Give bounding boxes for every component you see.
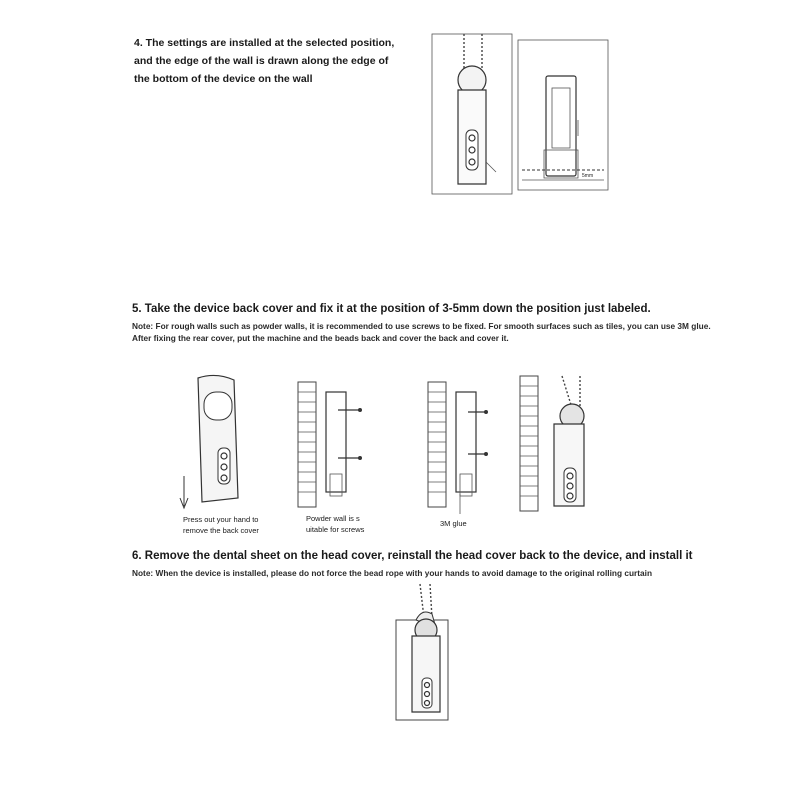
step5-heading: 5. Take the device back cover and fix it at the position of 3-5mm down the position just labeled. [132,303,651,315]
3m-glue-illustration [428,382,498,507]
step5-note-line-2: After fixing the rear cover, put the machine and the beads back and cover the back and cover it. [132,333,509,343]
step5-note-line-1: Note: For rough walls such as powder walls, it is recommended to use screws to be fixed. For smooth surfaces such as tiles, you can use 3M glue. [132,321,711,331]
step6-heading: 6. Remove the dental sheet on the head cover, reinstall the head cover back to the device, and install it [132,550,693,562]
step6-note: Note: When the device is installed, please do not force the bead rope with your hands to avoid damage to the original rolling curtain [132,568,653,578]
fig1-caption-line-1: Press out your hand to [183,515,259,524]
fig3-caption: 3M glue [440,519,467,528]
step4-line-1: 4. The settings are installed at the selected position, [134,37,395,49]
step4-line-3: the bottom of the device on the wall [134,73,313,85]
installed-device-illustration [520,376,590,511]
step4-line-2: and the edge of the wall is drawn along the edge of [134,55,389,67]
dimension-label: 5mm [582,173,594,179]
powder-wall-screws-illustration [298,382,368,507]
fig2-caption-line-2: uitable for screws [306,525,365,534]
remove-back-cover-illustration [178,378,248,513]
fig1-caption-line-2: remove the back cover [183,526,259,535]
fig2-caption-line-1: Powder wall is s [306,514,360,523]
step4-instructions [134,34,395,88]
step4-device-illustration [432,34,512,194]
step4-wall-marking-illustration [518,40,608,190]
final-install-illustration [396,584,451,724]
fig1-caption [183,514,259,536]
fig2-caption [306,513,364,535]
